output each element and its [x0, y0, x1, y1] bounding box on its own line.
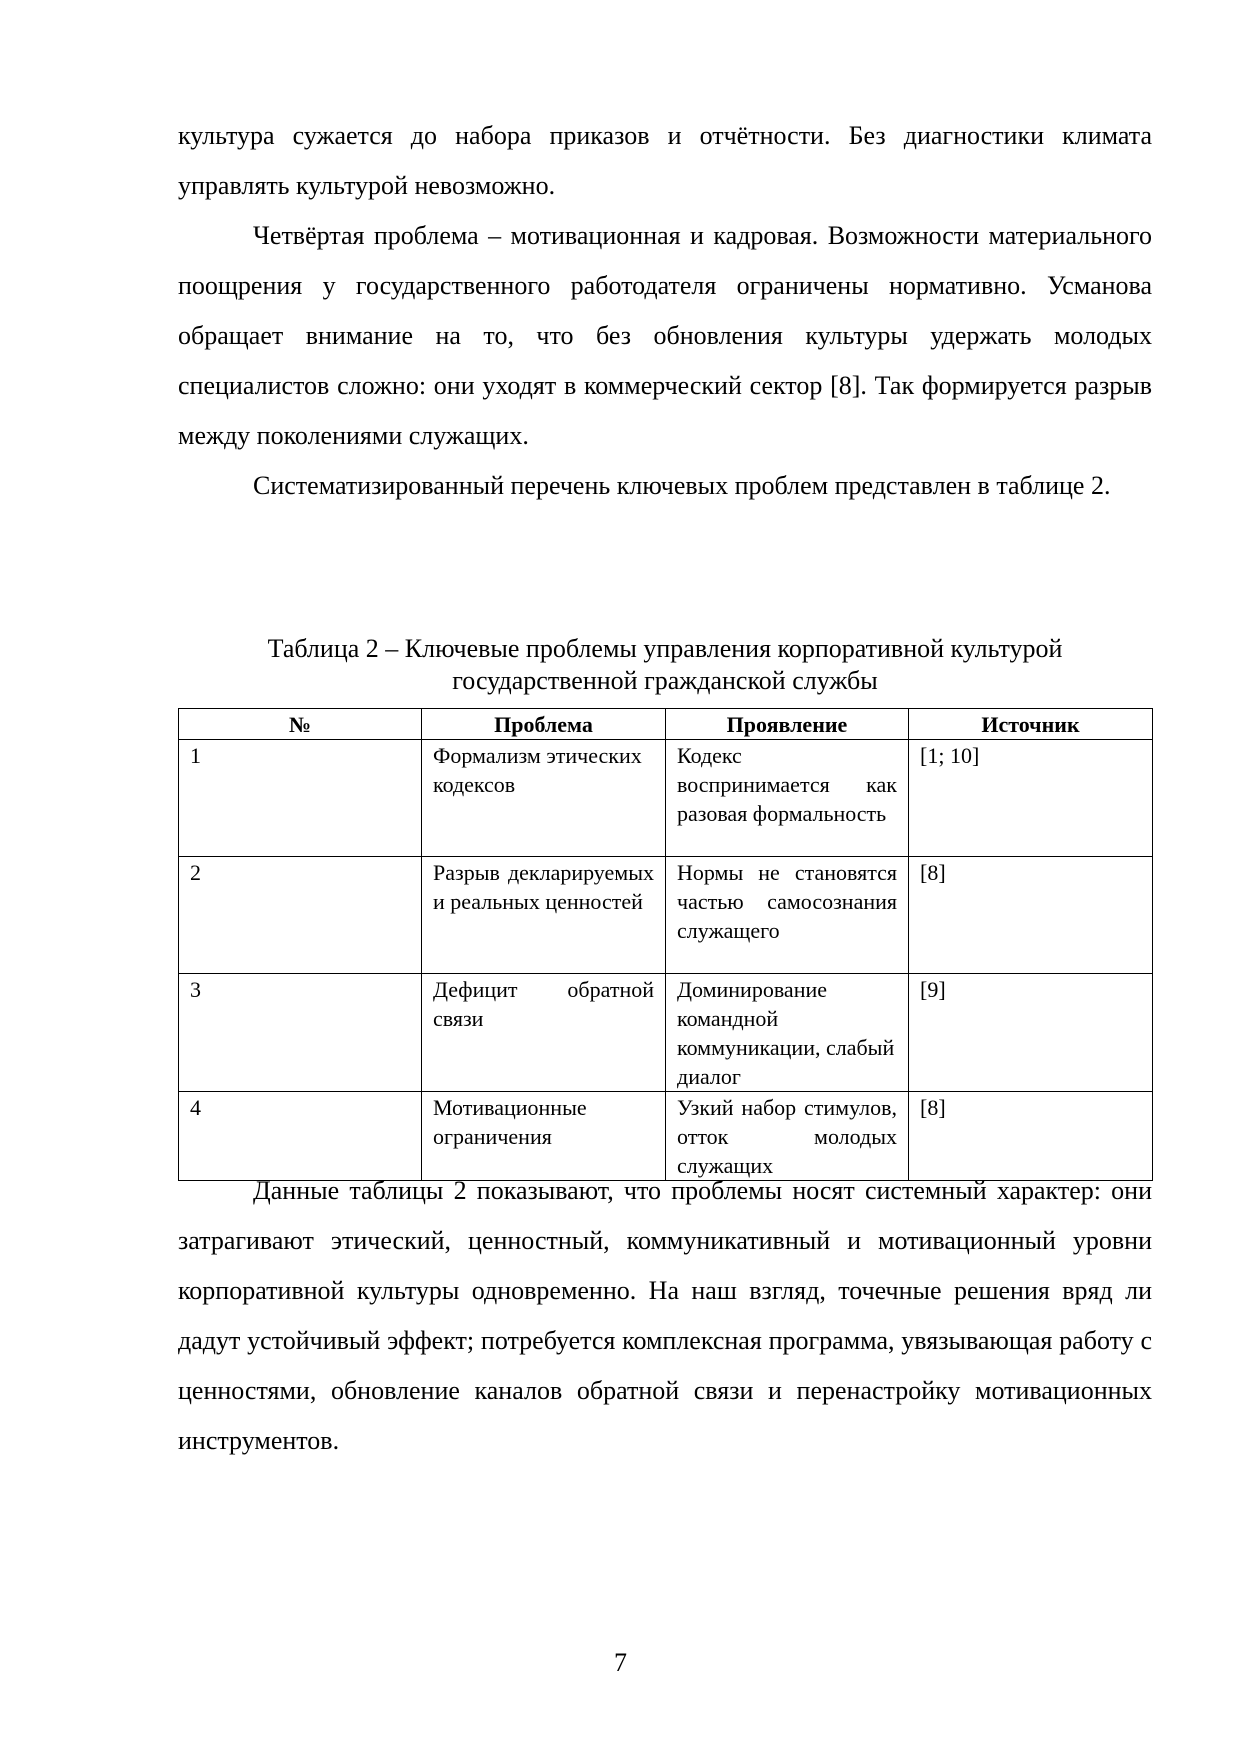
table-row	[179, 740, 1153, 857]
cell-number: 3	[179, 974, 422, 1092]
table-caption	[178, 633, 1152, 697]
cell-number: 2	[179, 857, 422, 974]
header-problem: Проблема	[422, 709, 666, 740]
header-source: Источник	[909, 709, 1153, 740]
cell-manifestation: Доминирование командной коммуникации, слабый диалог	[666, 974, 909, 1092]
cell-problem: Разрыв декларируемых и реальных ценностей	[422, 857, 666, 974]
cell-source: [8]	[909, 1092, 1153, 1181]
cell-problem: Формализм этических кодексов	[422, 740, 666, 857]
cell-number: 1	[179, 740, 422, 857]
paragraph: Четвёртая проблема – мотивационная и кадровая. Возможности материального поощрения у государственного работодателя ограничены нормативно. Усманова обращает внимание на то, что без обновления культуры удержать молодых специалистов сложно: они уходят в коммерческий сектор [8]. Так формируется разрыв между поколениями служащих.	[178, 221, 1152, 450]
cell-problem: Дефицит обратной связи	[422, 974, 666, 1092]
table-caption-line: Таблица 2 – Ключевые проблемы управления корпоративной культурой	[267, 634, 1063, 663]
cell-manifestation: Кодекс воспринимается как разовая формальность	[666, 740, 909, 857]
paragraph: Данные таблицы 2 показывают, что проблемы носят системный характер: они затрагивают этический, ценностный, коммуникативный и мотивационный уровни корпоративной культуры одновременно. На наш взгляд, точечные решения вряд ли дадут устойчивый эффект; потребуется комплексная программа, увязывающая работу с ценностями, обновление каналов обратной связи и перенастройку мотивационных инструментов.	[178, 1176, 1152, 1455]
header-number: №	[179, 709, 422, 740]
cell-source: [9]	[909, 974, 1153, 1092]
problems-table	[178, 708, 1153, 1181]
cell-manifestation: Нормы не становятся частью самосознания служащего	[666, 857, 909, 974]
table-row	[179, 974, 1153, 1092]
cell-number: 4	[179, 1092, 422, 1181]
body-text-bottom	[178, 1166, 1152, 1466]
body-text-top	[178, 111, 1152, 511]
table-row	[179, 857, 1153, 974]
problems-table-container	[178, 708, 1152, 1181]
table-caption-line: государственной гражданской службы	[452, 666, 878, 695]
cell-source: [1; 10]	[909, 740, 1153, 857]
page-number: 7	[614, 1648, 627, 1677]
cell-manifestation: Узкий набор стимулов, отток молодых служащих	[666, 1092, 909, 1181]
cell-problem: Мотивационные ограничения	[422, 1092, 666, 1181]
paragraph: культура сужается до набора приказов и отчётности. Без диагностики климата управлять культурой невозможно.	[178, 121, 1152, 200]
cell-source: [8]	[909, 857, 1153, 974]
table-header-row	[179, 709, 1153, 740]
header-manifestation: Проявление	[666, 709, 909, 740]
paragraph: Систематизированный перечень ключевых проблем представлен в таблице 2.	[253, 471, 1111, 500]
